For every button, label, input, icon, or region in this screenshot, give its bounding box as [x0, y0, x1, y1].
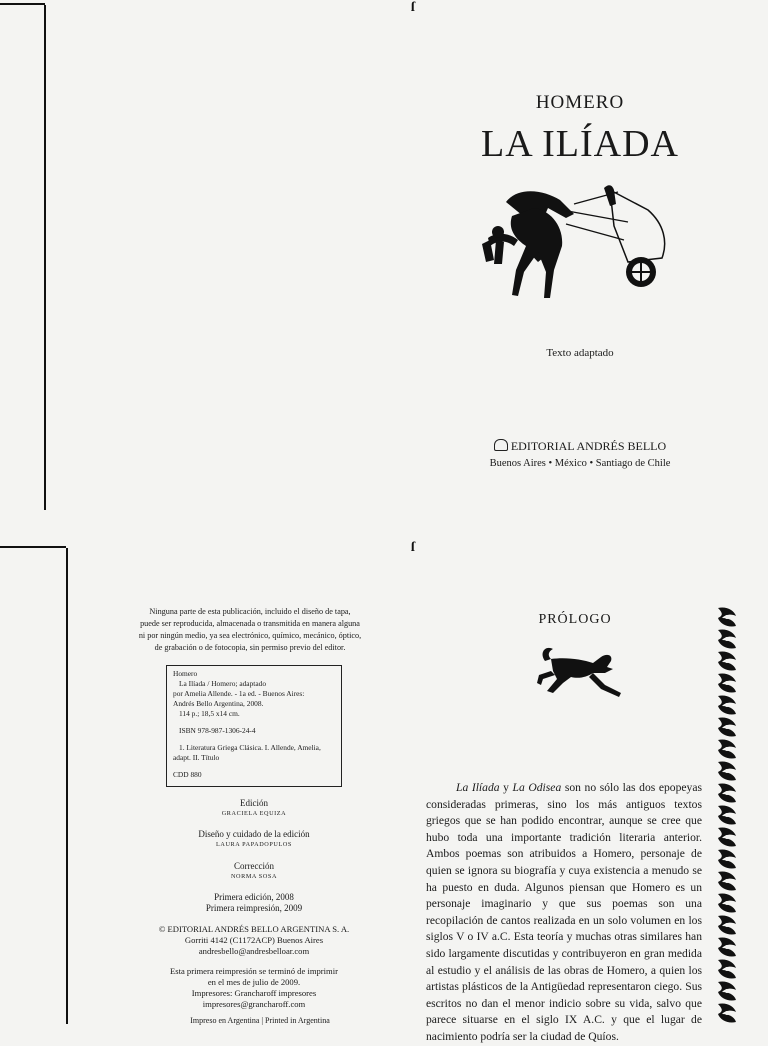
- decorative-border: [714, 606, 740, 1024]
- rights-line: de grabación o de fotocopia, sin permiso previo del editor.: [154, 643, 346, 652]
- cip-line: 1. Literatura Griega Clásica. I. Allende, Amelia,: [179, 743, 321, 752]
- credit-name: NORMA SOSA: [230, 873, 278, 880]
- credit-name: GRACIELA EQUIZA: [221, 810, 287, 817]
- credit-design: [150, 829, 358, 849]
- chariot-illustration: [478, 180, 683, 305]
- printed-in-line: Impreso en Argentina | Printed in Argentina: [190, 1016, 330, 1025]
- printing-line: en el mes de julio de 2009.: [207, 977, 301, 987]
- author-name: HOMERO: [535, 92, 625, 113]
- cip-line: La Ilíada / Homero; adaptado: [179, 679, 267, 688]
- cip-cdd: CDD 880: [173, 770, 202, 779]
- cip-line: por Amelia Allende. - 1a ed. - Buenos Aires:: [173, 689, 305, 698]
- credit-label: Diseño y cuidado de la edición: [198, 829, 310, 839]
- catalog-record-box: [166, 665, 342, 787]
- publisher-logo-icon: [494, 439, 508, 451]
- cip-line: adapt. II. Título: [173, 753, 220, 762]
- publisher-name-text: EDITORIAL ANDRÉS BELLO: [510, 439, 667, 453]
- credit-label: Corrección: [234, 861, 274, 871]
- scan-fold-line-bottom: [66, 548, 68, 1024]
- rights-line: Ninguna parte de esta publicación, incluido el diseño de tapa,: [149, 607, 351, 616]
- copyright-line: © EDITORIAL ANDRÉS BELLO ARGENTINA S. A.: [158, 924, 350, 934]
- cip-isbn: ISBN 978-987-1306-24-4: [179, 726, 256, 735]
- copyright-line: andresbello@andresbelloar.com: [198, 946, 310, 956]
- edition-line: Primera reimpresión, 2009: [205, 903, 303, 913]
- cip-line: 114 p.; 18,5 x14 cm.: [179, 709, 240, 718]
- conjunction: y: [499, 781, 513, 794]
- copyright-line: Gorriti 4142 (C1172ACP) Buenos Aires: [184, 935, 324, 945]
- printing-info: [145, 966, 363, 1010]
- scan-fold-line-top: [44, 5, 46, 510]
- printing-line: impresores@grancharoff.com: [202, 999, 306, 1009]
- prologue-text: son no sólo las dos epopeyas consideradas primeras, sino los más antiguos textos griegos que se han podido encontrar, aunque se cree que hubo toda una importante tradición literaria anterior. Ambos poemas son atribuidos a Homero, personaje de quien se ignora su biografía y cuya existencia a menudo se ha puesto en duda. Algunos piensan que Homero es un personaje imaginario y que sus poemas son una recopilación de cantos realizada en un solo volumen en los siglos V o IV a.C. Esta teoría y muchas otras similares han sido largamente discutidas y contribuyeron en gran medida al estudio y el análisis de las obras de Homero, a quien los artistas plásticos de la Antigüedad representaron ciego. Sus escritos no dan el menor indicio sobre su vida, salvo que parece situarse en el siglo IX A.C. y que el lugar de nacimiento podría ser la ciudad de Quíos.: [426, 781, 702, 1043]
- scan-crop-line-top: [0, 3, 45, 5]
- adapted-text-label: Texto adaptado: [546, 347, 614, 359]
- book-title: LA ILÍADA: [481, 123, 679, 165]
- scan-tick-mark: ſ: [411, 0, 415, 15]
- rights-line: puede ser reproducida, almacenada o transmitida en manera alguna: [140, 619, 360, 628]
- prologue-body: [426, 780, 702, 1046]
- cip-line: Andrés Bello Argentina, 2008.: [173, 699, 264, 708]
- scan-tick-mark: ſ: [411, 540, 415, 555]
- rights-notice: [120, 606, 380, 654]
- printing-line: Impresores: Grancharoff impresores: [191, 988, 317, 998]
- credit-name: LAURA PAPADOPULOS: [216, 841, 292, 848]
- scan-crop-line-middle: [0, 546, 66, 548]
- rights-line: ni por ningún medio, ya sea electrónico, químico, mecánico, óptico,: [138, 631, 362, 640]
- leaping-animal-illustration: [535, 645, 625, 700]
- book-title-iliad: La Ilíada: [456, 781, 500, 794]
- prologue-heading: PRÓLOGO: [538, 612, 612, 627]
- edition-line: Primera edición, 2008: [214, 892, 294, 902]
- cip-line: Homero: [173, 669, 198, 678]
- publisher-name: [470, 439, 690, 454]
- printing-line: Esta primera reimpresión se terminó de imprimir: [169, 966, 338, 976]
- prologue-paragraph: [426, 780, 702, 1046]
- book-title-odyssey: La Odisea: [512, 781, 562, 794]
- copyright-block: [145, 924, 363, 957]
- publisher-cities: Buenos Aires • México • Santiago de Chile: [489, 458, 671, 469]
- credit-editing: [150, 798, 358, 818]
- credit-label: Edición: [240, 798, 268, 808]
- credit-correction: [150, 861, 358, 881]
- edition-info: [150, 892, 358, 914]
